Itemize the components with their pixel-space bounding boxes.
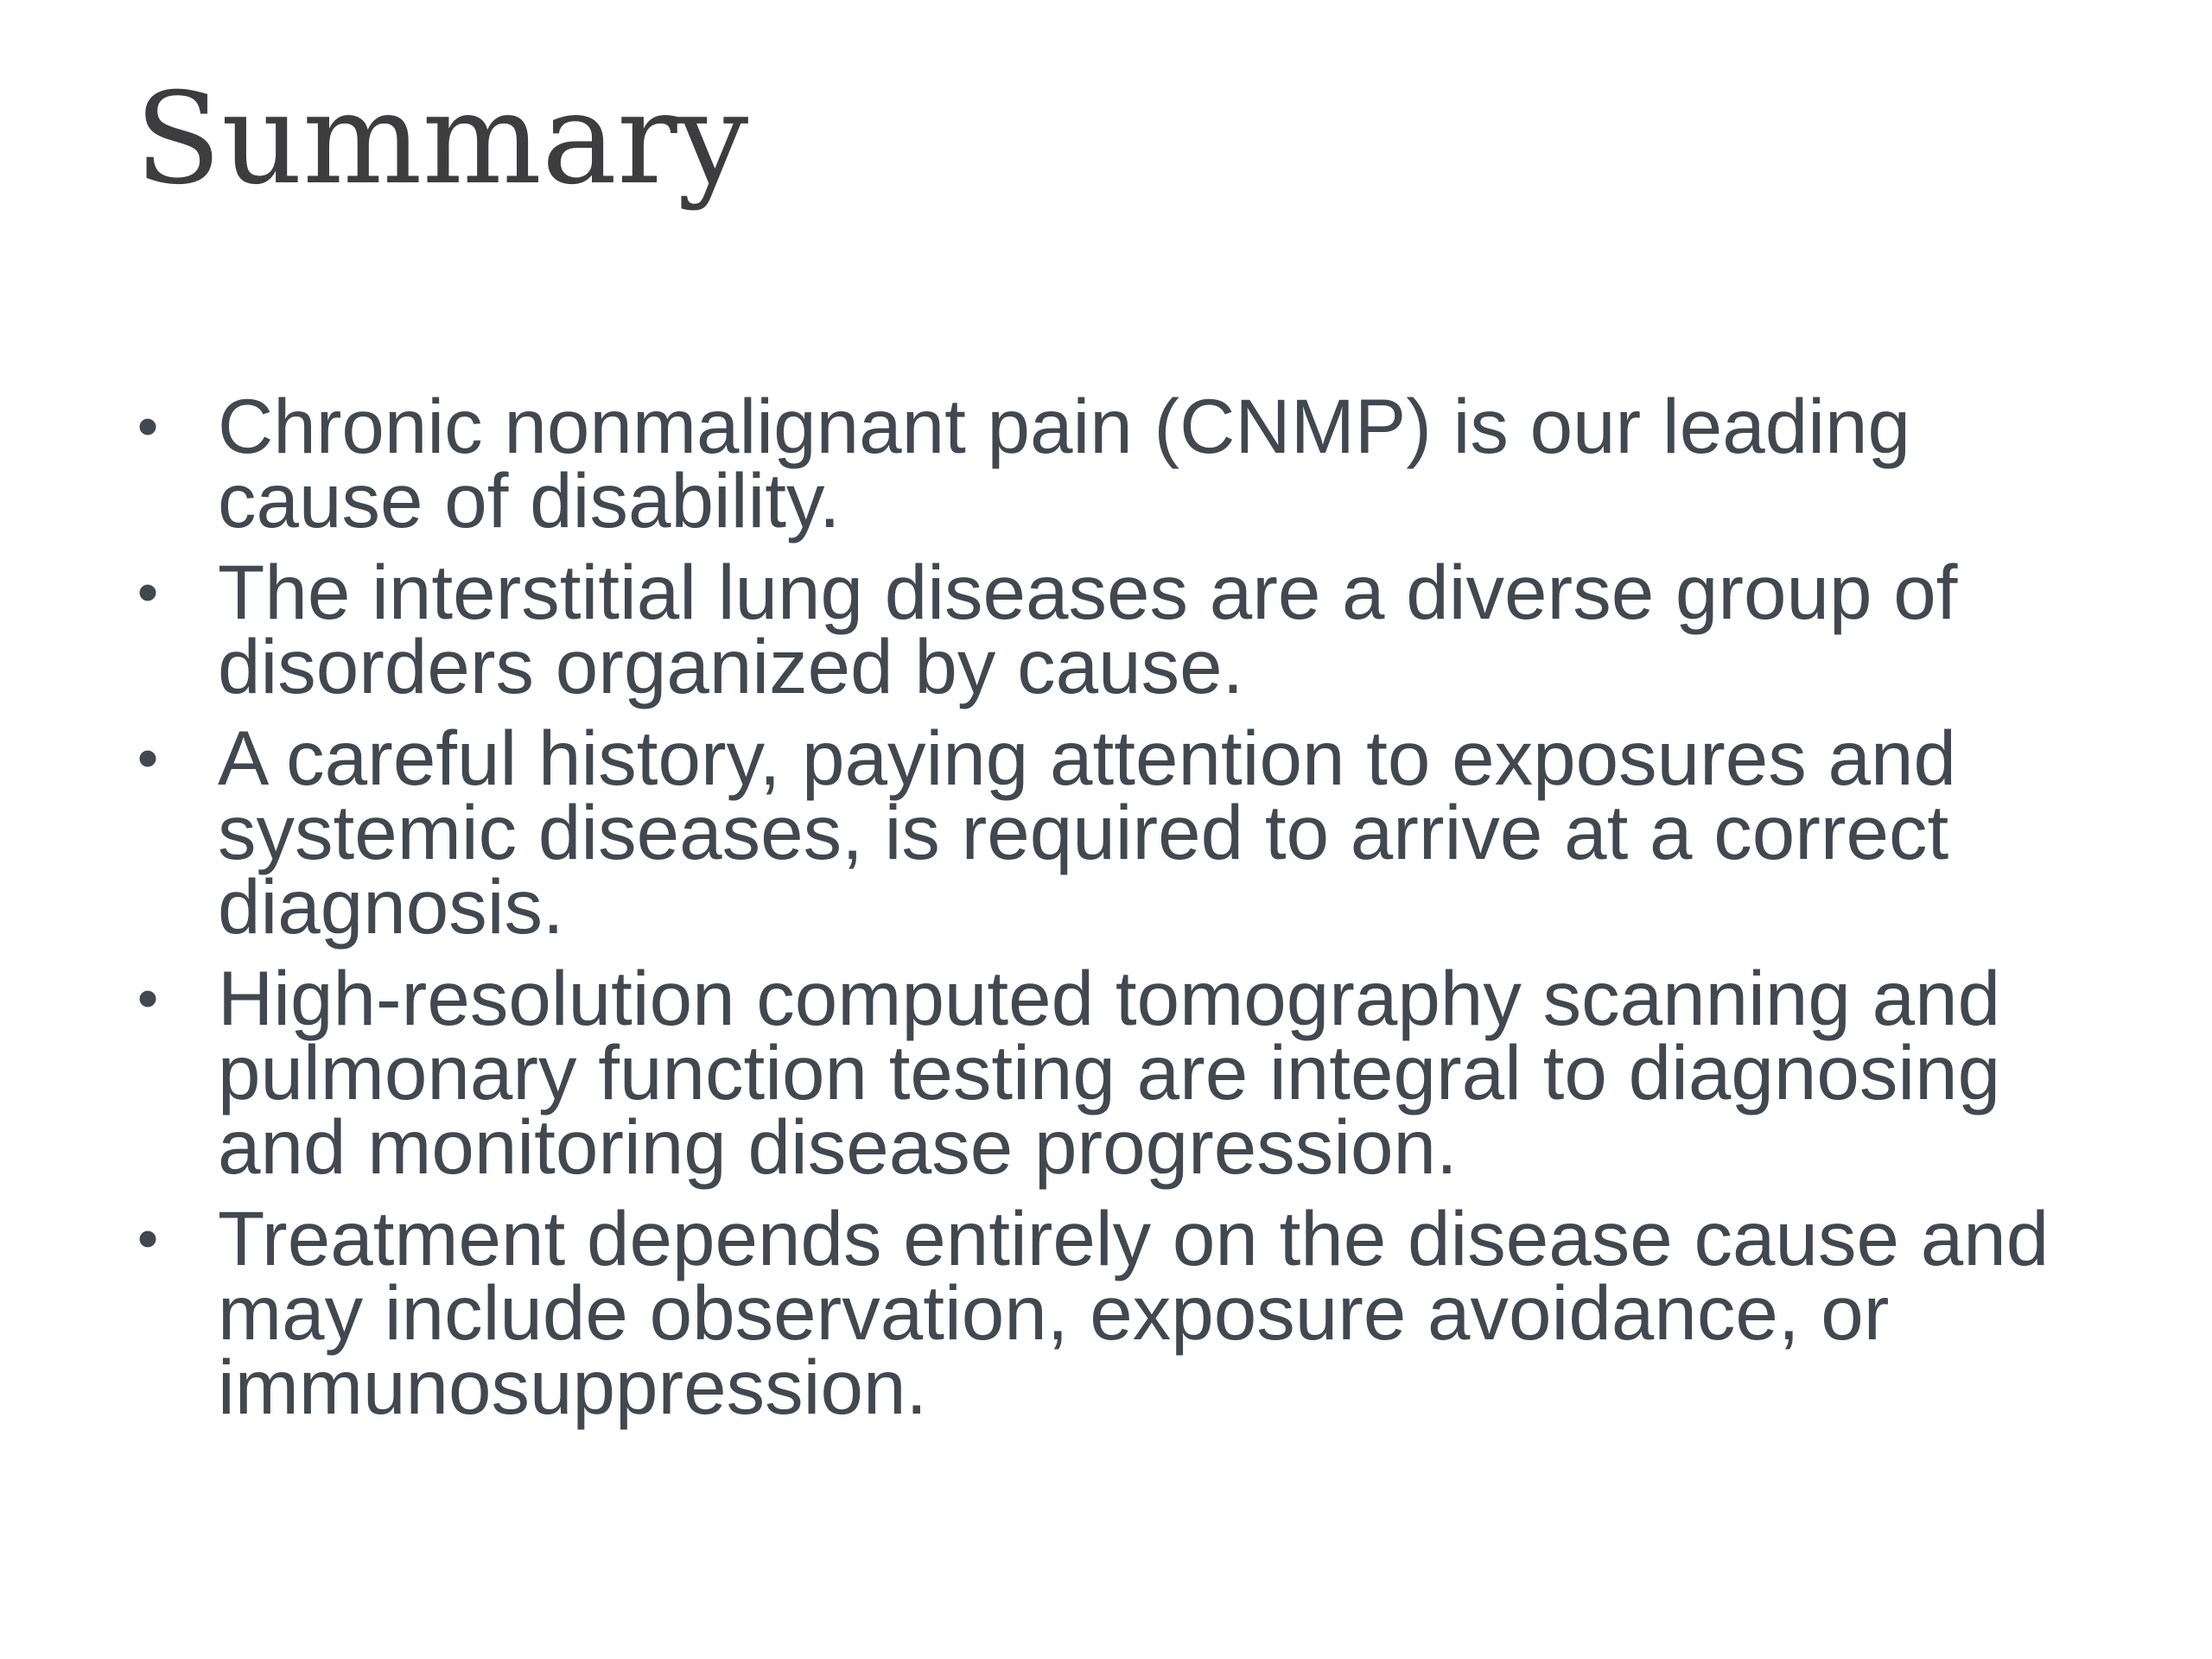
bullet-icon: • bbox=[137, 558, 159, 626]
bullet-text: High-resolution computed tomography scanning and pulmonary function testing are integral to diagnosing and monitoring disease progression. bbox=[218, 955, 2001, 1190]
bullet-icon: • bbox=[137, 724, 159, 791]
bullet-text: The interstitial lung diseases are a diverse group of disorders organized by cause. bbox=[218, 549, 1958, 709]
bullet-icon: • bbox=[137, 392, 159, 460]
bullet-item-1 bbox=[135, 383, 2122, 543]
bullet-item-2 bbox=[135, 549, 2122, 709]
bullet-item-3 bbox=[135, 715, 2122, 950]
bullet-list bbox=[135, 383, 2122, 1441]
bullet-text: Chronic nonmalignant pain (CNMP) is our leading cause of disability. bbox=[218, 383, 1910, 543]
bullet-item-5 bbox=[135, 1195, 2122, 1430]
slide-title: Summary bbox=[135, 66, 749, 213]
bullet-item-4 bbox=[135, 955, 2122, 1190]
bullet-text: Treatment depends entirely on the disease cause and may include observation, exposure avoidance, or immunosuppression. bbox=[218, 1195, 2050, 1430]
bullet-icon: • bbox=[137, 964, 159, 1032]
bullet-icon: • bbox=[137, 1205, 159, 1272]
bullet-text: A careful history, paying attention to exposures and systemic diseases, is required to arrive at a correct diagnosis. bbox=[218, 715, 1956, 950]
